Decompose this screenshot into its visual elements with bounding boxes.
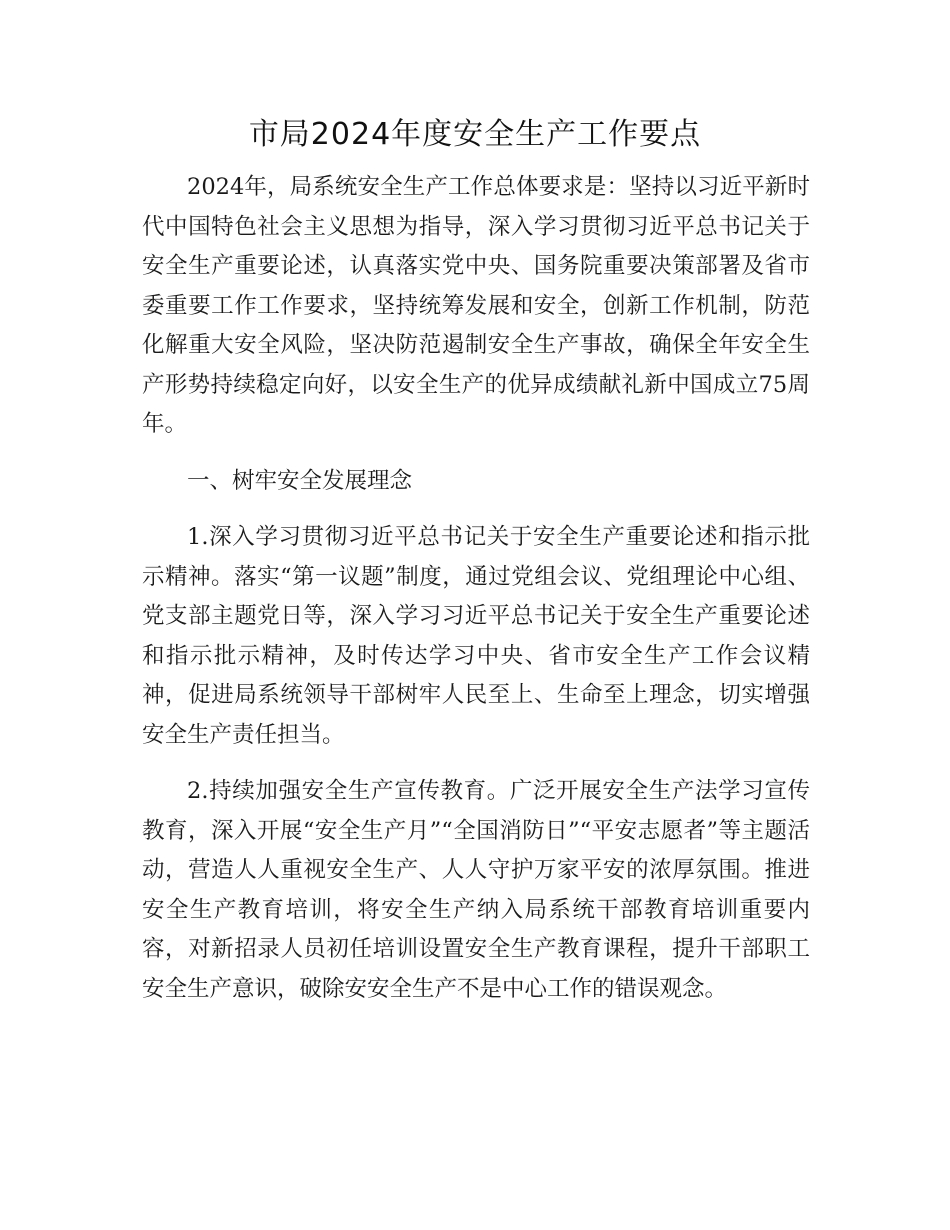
item-paragraph-1: 1.深入学习贯彻习近平总书记关于安全生产重要论述和指示批示精神。落实“第一议题”制度，通过党组会议、党组理论中心组、党支部主题党日等，深入学习习近平总书记关于安全生产重要论述和指示批示精神，及时传达学习中央、省市安全生产工作会议精神，促进局系统领导干部树牢人民至上、生命至上理念，切实增强安全生产责任担当。 (142, 524, 810, 748)
paragraph-gap (142, 755, 810, 772)
item-paragraph-2: 2.持续加强安全生产宣传教育。广泛开展安全生产法学习宣传教育，深入开展“安全生产月”“全国消防日”“平安志愿者”等主题活动，营造人人重视安全生产、人人守护万家平安的浓厚氛围。推进安全生产教育培训，将安全生产纳入局系统干部教育培训重要内容，对新招录人员初任培训设置安全生产教育课程，提升干部职工安全生产意识，破除安安全生产不是中心工作的错误观念。 (142, 778, 810, 1002)
paragraph-gap (142, 501, 810, 518)
section-heading: 一、树牢安全发展理念 (187, 467, 413, 494)
document-title: 市局2024年度安全生产工作要点 (248, 117, 702, 152)
paragraph-gap (142, 445, 810, 462)
document-body (142, 168, 810, 1009)
intro-paragraph: 2024年，局系统安全生产工作总体要求是：坚持以习近平新时代中国特色社会主义思想为指导，深入学习贯彻习近平总书记关于安全生产重要论述，认真落实党中央、国务院重要决策部署及省市委重要工作工作要求，坚持统筹发展和安全，创新工作机制，防范化解重大安全风险，坚决防范遏制安全生产事故，确保全年安全生产形势持续稳定向好，以安全生产的优异成绩献礼新中国成立75周年。 (142, 174, 810, 437)
